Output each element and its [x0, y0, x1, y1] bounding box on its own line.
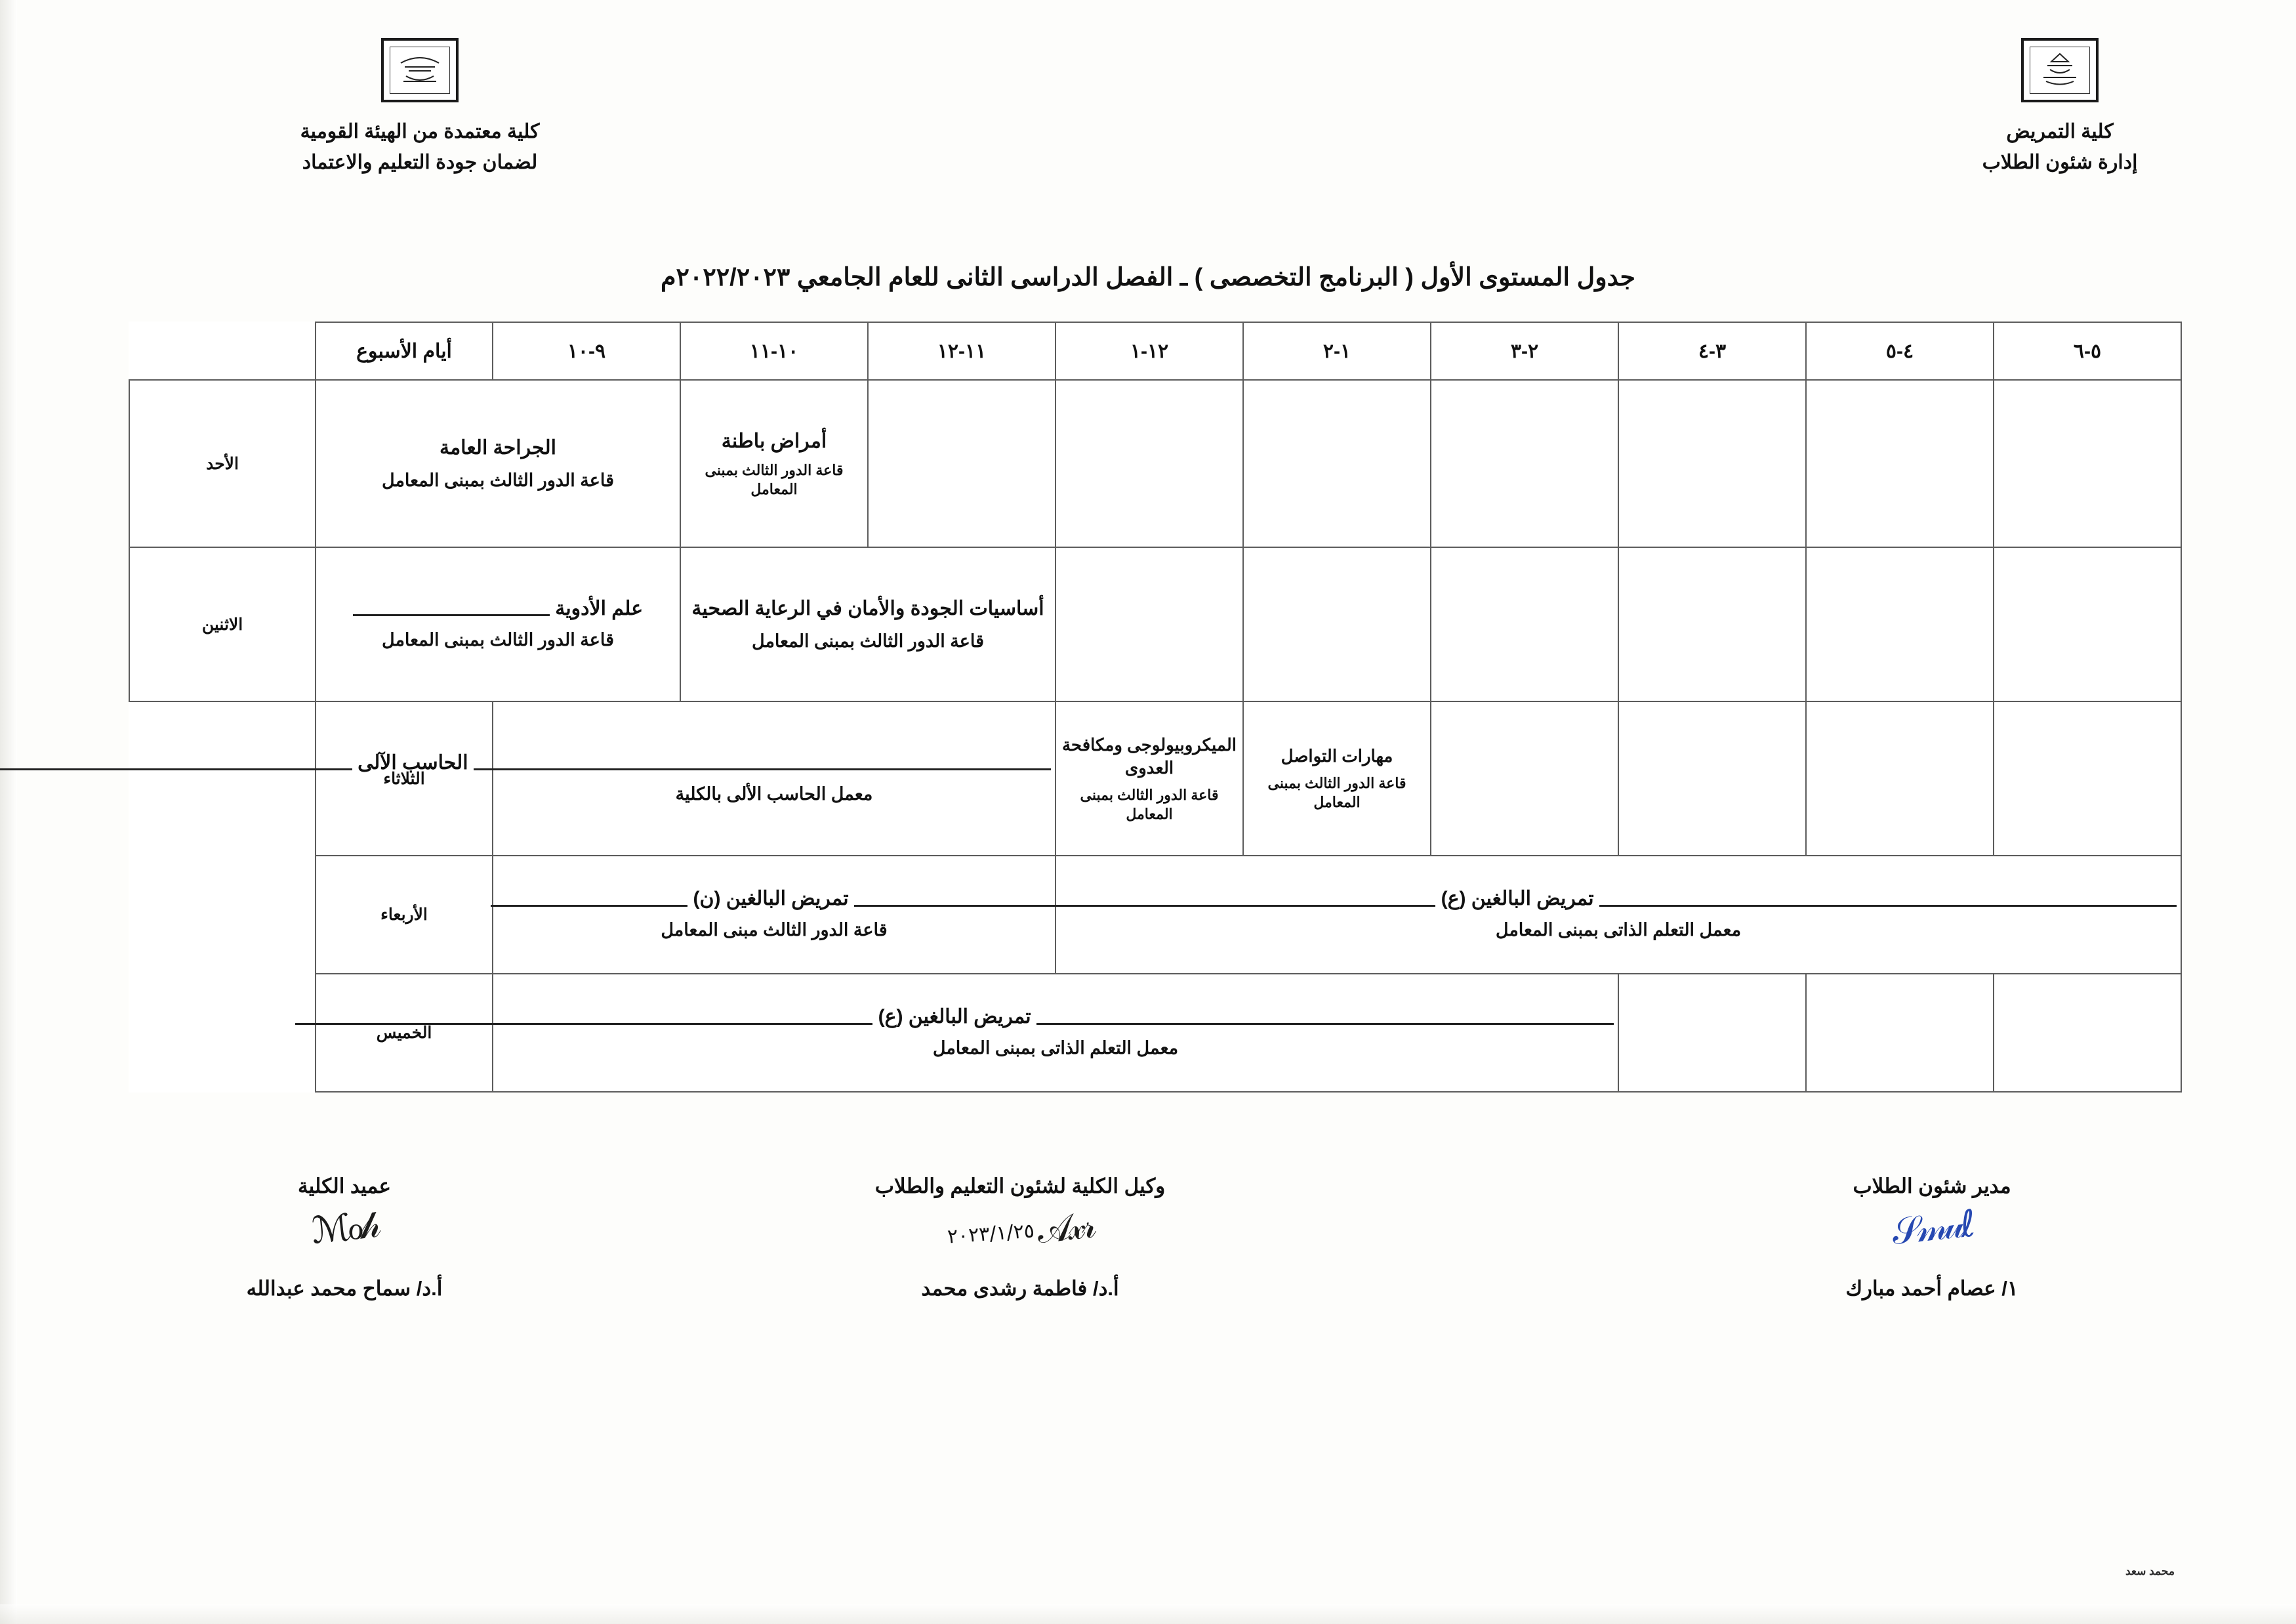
cell-course	[493, 974, 1618, 1092]
cell-course	[316, 380, 680, 547]
course-name-text: تمريض البالغين (ع)	[1441, 888, 1594, 910]
slot-header-5-6: ٥-٦	[1994, 322, 2181, 380]
course-place: قاعة الدور الثالث بمبنى المعامل	[1267, 775, 1406, 811]
cell-empty	[1431, 547, 1618, 701]
slot-header-11-12: ١١-١٢	[868, 322, 1056, 380]
cell-empty	[1243, 547, 1431, 701]
signature-date: ٢٠٢٣/١/٢٥	[946, 1219, 1035, 1249]
table-header-row	[129, 322, 2181, 380]
signature-title: عميد الكلية	[297, 1175, 392, 1197]
scan-edge-bottom	[0, 1604, 2296, 1624]
table-row	[129, 380, 2181, 547]
cell-course	[1243, 701, 1431, 856]
cell-course	[493, 856, 1056, 974]
day-column-header: أيام الأسبوع	[316, 322, 493, 380]
cell-empty	[1431, 701, 1618, 856]
cell-empty	[1618, 380, 1806, 547]
slot-header-12-1: ١٢-١	[1056, 322, 1243, 380]
page-title: جدول المستوى الأول ( البرنامج التخصصى ) ـ الفصل الدراسى الثانى للعام الجامعي ٢٠٢٢/٢٠٢٣م	[660, 264, 1636, 291]
cell-empty	[1618, 701, 1806, 856]
slot-header-1-2: ١-٢	[1243, 322, 1431, 380]
schedule-table	[129, 322, 2182, 1093]
signature-block-student-affairs	[1683, 1175, 2181, 1301]
signature-name: أ.د/ سماح محمد عبدالله	[246, 1277, 443, 1300]
course-name: أمراض باطنة	[721, 430, 827, 452]
course-place: قاعة الدور الثالث بمبنى المعامل	[752, 631, 984, 651]
course-place: قاعة الدور الثالث مبنى المعامل	[661, 920, 888, 940]
stretch-rule	[491, 893, 687, 907]
signature-block-vice-dean	[771, 1175, 1269, 1301]
day-label-tuesday: الثلاثاء	[316, 701, 493, 856]
cell-empty	[1806, 974, 1994, 1092]
cell-course	[1056, 856, 2181, 974]
signature-mark	[95, 1198, 594, 1277]
cell-course	[316, 547, 680, 701]
stretch-rule	[474, 757, 1051, 770]
signature-section	[0, 1175, 2296, 1450]
slot-header-2-3: ٢-٣	[1431, 322, 1618, 380]
slot-header-3-4: ٣-٤	[1618, 322, 1806, 380]
header-left-line-2: لضمان جودة التعليم والاعتماد	[302, 151, 538, 173]
course-name: مهارات التواصل	[1281, 746, 1393, 766]
stretch-rule	[353, 602, 550, 616]
course-place: قاعة الدور الثالث بمبنى المعامل	[705, 462, 844, 497]
signature-title: وكيل الكلية لشئون التعليم والطلاب	[874, 1175, 1166, 1197]
signature-mark	[771, 1198, 1269, 1277]
stretch-rule	[1599, 893, 2177, 907]
header-right-line-1: كلية التمريض	[2006, 121, 2114, 142]
course-name-text: الحاسب الآلى	[358, 751, 468, 774]
handwritten-signature-icon: ℳℴ𝒽	[309, 1203, 380, 1253]
handwritten-signature-icon: 𝒜𝓍𝓇	[1035, 1203, 1096, 1253]
cell-empty	[1056, 380, 1243, 547]
cell-empty	[1618, 547, 1806, 701]
table-row	[129, 856, 2181, 974]
cell-empty	[1806, 547, 1994, 701]
day-label-monday: الاثنين	[129, 547, 316, 701]
cell-empty	[1243, 380, 1431, 547]
table-row	[129, 974, 2181, 1092]
university-seal-icon	[2021, 38, 2099, 102]
cell-empty	[1056, 547, 1243, 701]
cell-course	[1056, 701, 1243, 856]
course-name: الميكروبيولوجى ومكافحة العدوى	[1061, 734, 1237, 778]
day-label-wednesday: الأربعاء	[316, 856, 493, 974]
signature-name: ١/ عصام أحمد مبارك	[1845, 1277, 2019, 1300]
cell-empty	[1431, 380, 1618, 547]
table-row	[129, 701, 2181, 856]
cell-empty	[1994, 974, 2181, 1092]
course-name: أساسيات الجودة والأمان في الرعاية الصحية	[691, 598, 1044, 620]
document-header	[0, 31, 2296, 228]
cell-empty	[1994, 701, 2181, 856]
schedule-table-wrapper	[129, 322, 2182, 1093]
cell-course	[680, 380, 868, 547]
course-name-text: تمريض البالغين (ن)	[693, 888, 849, 910]
course-place: قاعة الدور الثالث بمبنى المعامل	[382, 470, 614, 490]
course-name	[320, 597, 676, 620]
stretch-rule	[0, 757, 352, 770]
signature-mark	[1683, 1198, 2181, 1277]
accreditation-seal-icon	[381, 38, 459, 102]
course-name	[497, 1005, 1614, 1028]
header-left-block	[216, 38, 623, 178]
cell-empty	[1994, 380, 2181, 547]
cell-course	[680, 547, 1056, 701]
course-name	[497, 887, 1051, 910]
cell-empty	[1994, 547, 2181, 701]
day-label-thursday: الخميس	[316, 974, 493, 1092]
course-place: معمل الحاسب الألى بالكلية	[675, 783, 873, 804]
course-place: قاعة الدور الثالث بمبنى المعامل	[382, 629, 614, 650]
cell-empty	[1806, 380, 1994, 547]
course-place: معمل التعلم الذاتى بمبنى المعامل	[1495, 920, 1742, 940]
footer-note: محمد سعد	[2125, 1565, 2175, 1577]
table-row	[129, 547, 2181, 701]
course-name-text: علم الأدوية	[555, 597, 644, 619]
course-name: الجراحة العامة	[440, 437, 556, 459]
cell-empty	[1618, 974, 1806, 1092]
signature-name: أ.د/ فاطمة رشدى محمد	[921, 1277, 1119, 1300]
course-name-text: تمريض البالغين (ع)	[878, 1006, 1031, 1028]
stretch-rule	[854, 893, 1051, 907]
signature-title: مدير شئون الطلاب	[1853, 1175, 2011, 1197]
course-place: قاعة الدور الثالث بمبنى المعامل	[1080, 787, 1219, 822]
course-name	[358, 751, 1051, 774]
header-right-block	[1909, 38, 2211, 178]
course-name	[1060, 887, 2177, 910]
handwritten-signature-icon: 𝒮𝓂𝓊ℓ	[1890, 1202, 1974, 1254]
cell-empty	[1806, 701, 1994, 856]
header-right-line-2: إدارة شئون الطلاب	[1982, 151, 2138, 173]
slot-header-10-11: ١٠-١١	[680, 322, 868, 380]
cell-empty	[868, 380, 1056, 547]
signature-block-dean	[95, 1175, 594, 1301]
slot-header-4-5: ٤-٥	[1806, 322, 1994, 380]
slot-header-9-10: ٩-١٠	[493, 322, 680, 380]
day-label-sunday: الأحد	[129, 380, 316, 547]
course-place: معمل التعلم الذاتى بمبنى المعامل	[932, 1038, 1179, 1058]
stretch-rule	[1036, 1011, 1614, 1025]
header-left-line-1: كلية معتمدة من الهيئة القومية	[300, 121, 540, 142]
